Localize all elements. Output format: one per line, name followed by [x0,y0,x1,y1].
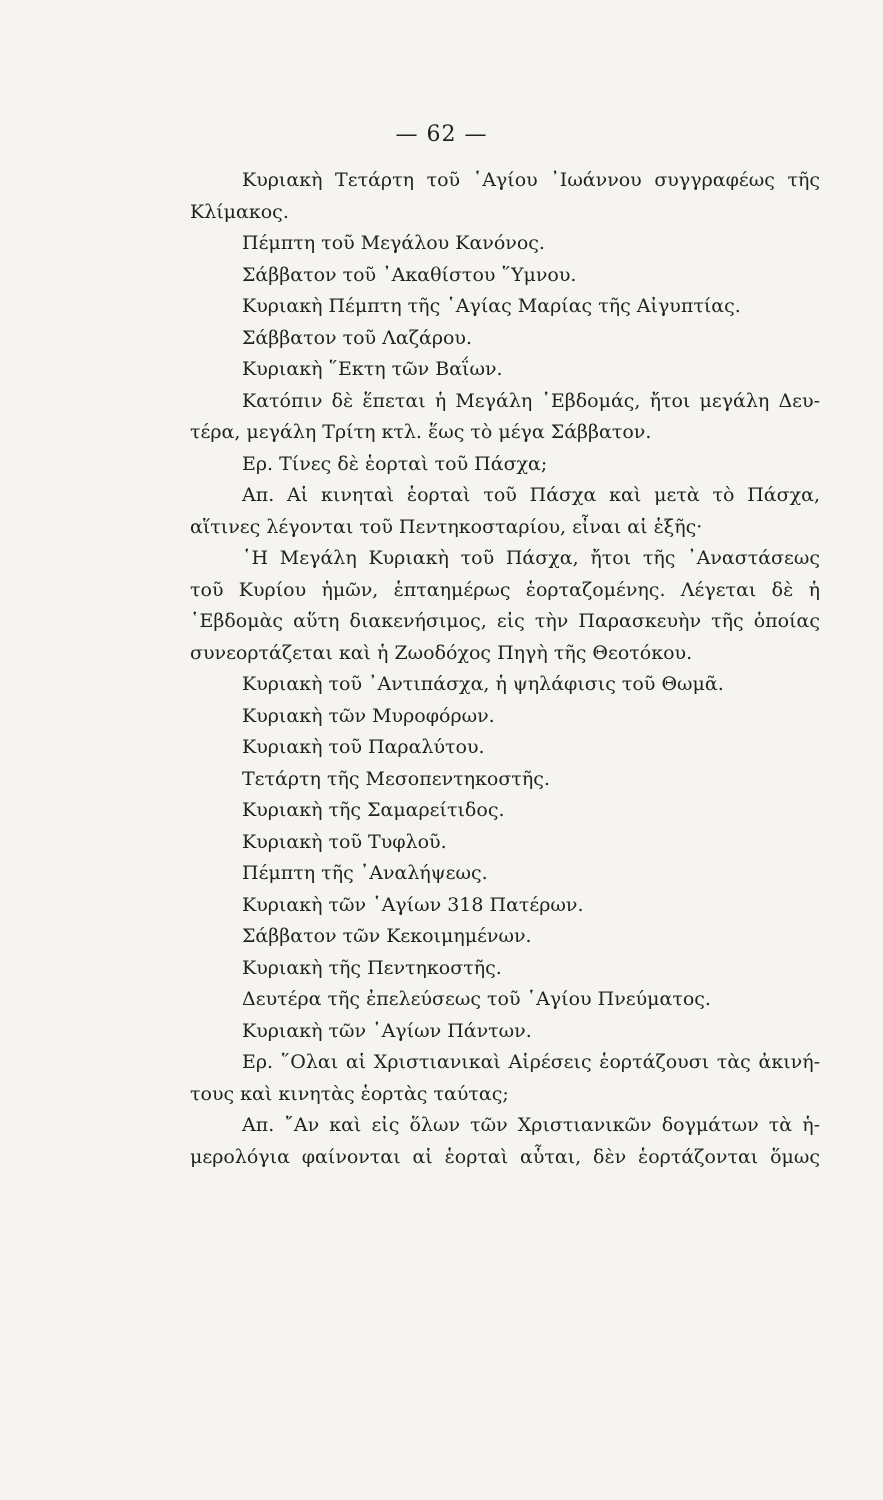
text-line: Κυριακὴ Τετάρτη τοῦ ῾Αγίου ᾿Ιωάννου συγγραφέως τῆς [242,169,820,191]
text-line: ῾Εβδομὰς αὕτη διακενήσιμος, εἰς τὴν Παρασκευὴν τῆς ὁποίας [190,610,820,632]
text-line: Κυριακὴ τοῦ ᾿Αντιπάσχα, ἡ ψηλάφισις τοῦ Θωμᾶ. [242,673,724,695]
text-line: Κυριακὴ ῞Εκτη τῶν Βαΐων. [242,358,503,380]
text-line: τέρα, μεγάλη Τρίτη κτλ. ἕως τὸ μέγα Σάββατον. [190,421,652,443]
text-line: Κατόπιν δὲ ἕπεται ἡ Μεγάλη ῾Εβδομάς, ἤτοι μεγάλη Δευ- [242,389,820,412]
text-line: Πέμπτη τοῦ Μεγάλου Κανόνος. [242,232,545,254]
page-number: — 62 — [395,122,488,147]
text-line: Δευτέρα τῆς ἐπελεύσεως τοῦ ῾Αγίου Πνεύματος. [242,988,711,1010]
text-line: Κυριακὴ τῶν ῾Αγίων Πάντων. [242,1019,532,1042]
text-line: τοῦ Κυρίου ἡμῶν, ἑπταημέρως ἑορταζομένης. Λέγεται δὲ ἡ [190,578,820,601]
text-line: μερολόγια φαίνονται αἱ ἑορταὶ αὗται, δὲν ἑορτάζονται ὅμως [190,1145,820,1168]
text-line: Κυριακὴ τῆς Πεντηκοστῆς. [242,956,502,979]
text-line: Ερ. ῞Ολαι αἱ Χριστιανικαὶ Αἱρέσεις ἑορτάζουσι τὰς ἀκινή- [242,1051,820,1073]
text-line: Κυριακὴ Πέμπτη τῆς ῾Αγίας Μαρίας τῆς Αἰγυπτίας. [242,295,741,317]
text-line: συνεορτάζεται καὶ ἡ Ζωοδόχος Πηγὴ τῆς Θεοτόκου. [190,641,693,664]
text-line: Απ. Αἱ κινηταὶ ἑορταὶ τοῦ Πάσχα καὶ μετὰ τὸ Πάσχα, [242,484,820,506]
text-line: Κλίμακος. [190,200,289,223]
text-line: Σάββατον τοῦ Λαζάρου. [242,326,473,349]
text-line: Κυριακὴ τῶν Μυροφόρων. [242,704,495,727]
text-line: Πέμπτη τῆς ᾿Αναλήψεως. [242,862,488,884]
text-line: Σάββατον τῶν Κεκοιμημένων. [242,925,532,947]
text-line: Τετάρτη τῆς Μεσοπεντηκοστῆς. [242,767,550,790]
text-line: τους καὶ κινητὰς ἑορτὰς ταύτας; [190,1082,509,1105]
text-line: Κυριακὴ τοῦ Παραλύτου. [242,736,485,758]
text-line: Κυριακὴ τῶν ῾Αγίων 318 Πατέρων. [242,893,584,916]
body-text [190,165,820,1173]
text-line: ῾Η Μεγάλη Κυριακὴ τοῦ Πάσχα, ἤτοι τῆς ᾿Αναστάσεως [242,547,820,569]
text-line: αἵτινες λέγονται τοῦ Πεντηκοσταρίου, εἶναι αἱ ἑξῆς· [190,515,703,538]
text-line: Κυριακὴ τῆς Σαμαρείτιδος. [242,799,505,821]
text-line: Σάββατον τοῦ ᾿Ακαθίστου ῞Υμνου. [242,263,577,286]
text-line: Απ. ῎Αν καὶ εἰς ὅλων τῶν Χριστιανικῶν δογμάτων τὰ ἡ- [242,1114,820,1136]
text-line: Κυριακὴ τοῦ Τυφλοῦ. [242,830,447,853]
text-line: Ερ. Τίνες δὲ ἑορταὶ τοῦ Πάσχα; [242,452,548,475]
